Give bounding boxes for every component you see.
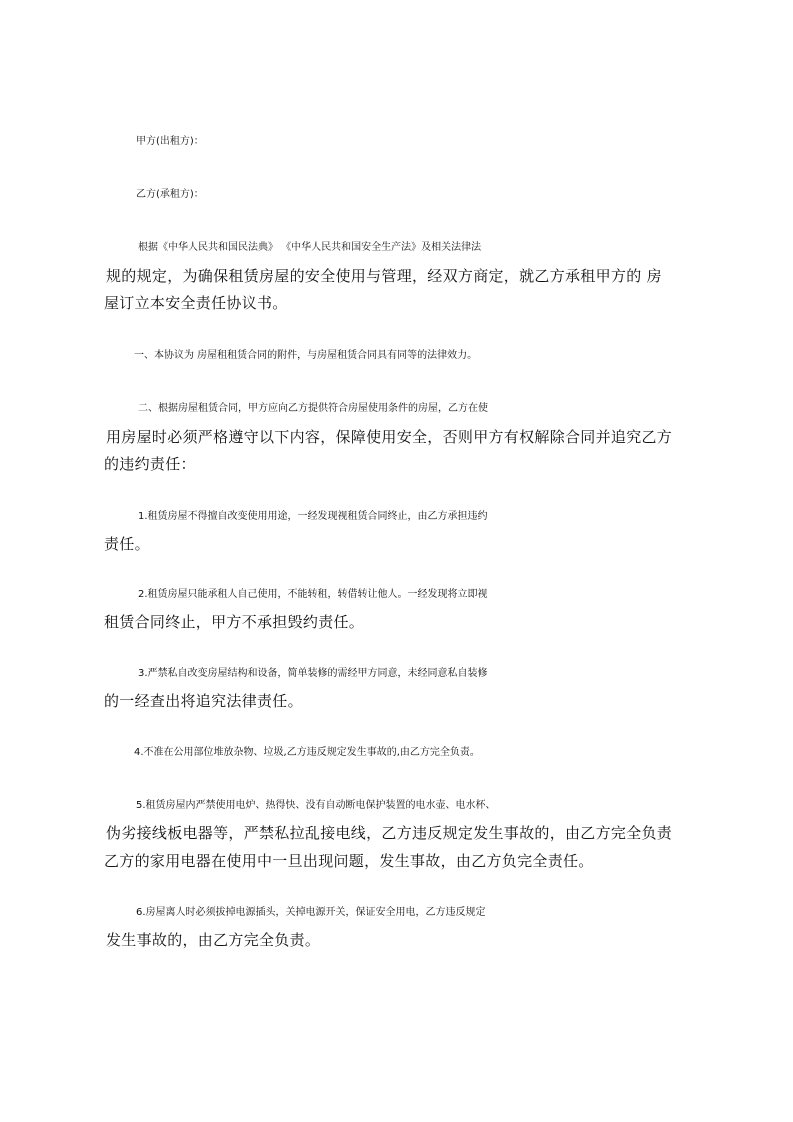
intro-line: 屋订立本安全责任协议书。: [104, 294, 288, 312]
clause-line: 二、根据房屋租赁合同，甲方应向乙方提供符合房屋使用条件的房屋，乙方在使: [138, 403, 488, 414]
item-line: 伪劣接线板电器等，严禁私拉乱接电线，乙方违反规定发生事故的，由乙方完全负责: [106, 824, 673, 842]
clause-line: 用房屋时必须严格遵守以下内容，保障使用安全，否则甲方有权解除合同并追究乙方: [106, 428, 673, 446]
intro-line: 根据《中华人民共和国民法典》 《中华人民共和国安全生产法》及相关法律法: [138, 242, 482, 253]
clause-line: 的违约责任：: [104, 455, 196, 473]
item-line: 1.租赁房屋不得擅自改变使用用途，一经发现视租赁合同终止，由乙方承担违约: [138, 511, 488, 522]
party-b-label: 乙方(承租方)：: [136, 189, 204, 200]
item-line: 5.租赁房屋内严禁使用电炉、热得快、没有自动断电保护装置的电水壶、电水杯、: [136, 800, 496, 811]
item-line: 的一经查出将追究法律责任。: [104, 692, 303, 710]
item-line: 责任。: [104, 535, 150, 553]
item-line: 乙方的家用电器在使用中一旦出现问题，发生事故，由乙方负完全责任。: [104, 852, 594, 870]
item-line: 2.租赁房屋只能承租人自己使用，不能转租，转借转让他人。一经发现将立即视: [138, 589, 488, 600]
intro-line: 规的规定，为确保租赁房屋的安全使用与管理，经双方商定，就乙方承租甲方的 房: [106, 267, 662, 285]
item-line: 6.房屋离人时必须拔掉电源插头，关掉电源开关，保证安全用电，乙方违反规定: [136, 907, 486, 918]
item-line: 4.不准在公用部位堆放杂物、垃圾,乙方违反规定发生事故的,由乙方完全负责。: [134, 747, 480, 758]
item-line: 租赁合同终止，甲方不承担毁约责任。: [104, 613, 365, 631]
clause-line: 一、本协议为 房屋租租赁合同的附件，与房屋租赁合同具有同等的法律效力。: [134, 350, 478, 361]
party-a-label: 甲方(出租方)：: [136, 136, 204, 147]
item-line: 3.严禁私自改变房屋结构和设备，简单装修的需经甲方同意，未经同意私自装修: [138, 668, 488, 679]
item-line: 发生事故的，由乙方完全负责。: [106, 931, 321, 949]
